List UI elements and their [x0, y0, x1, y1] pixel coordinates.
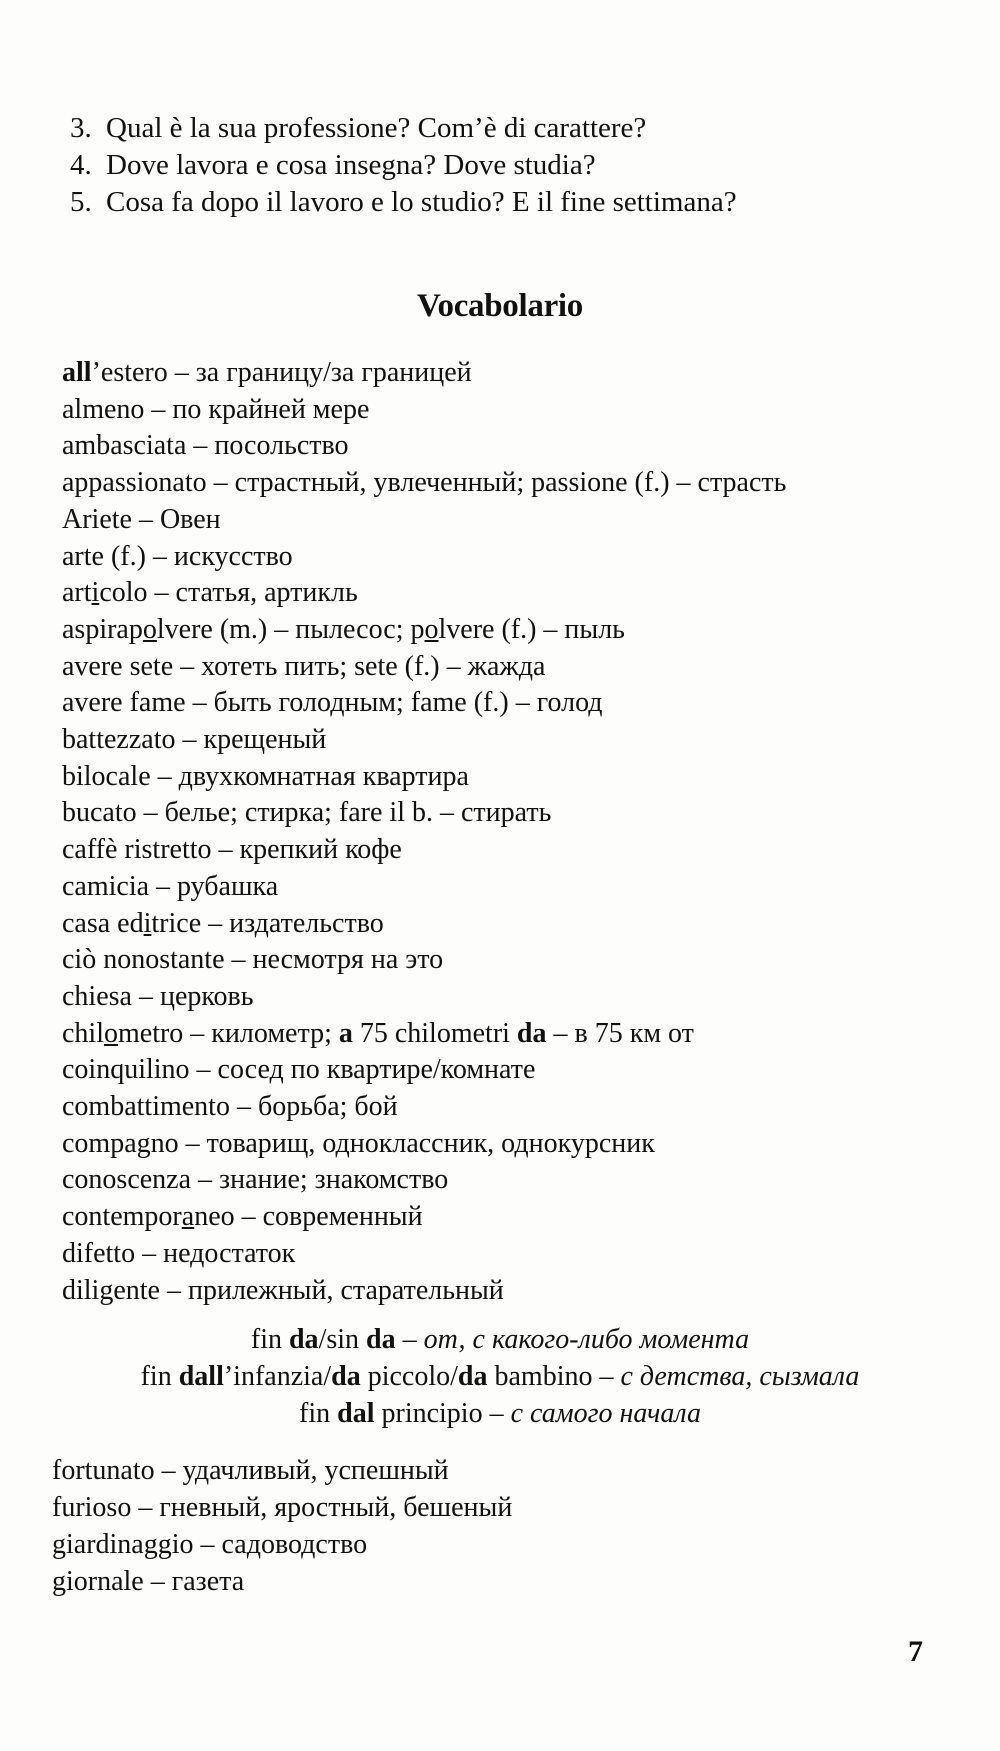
entry-text: a	[338, 1017, 353, 1049]
entry-text: chil	[62, 1017, 104, 1049]
vocab-entry	[62, 502, 992, 539]
entry-text: compagno – товарищ, одноклассник, однокурсник	[62, 1127, 655, 1159]
vocab-entry	[62, 1089, 992, 1126]
entry-text: da	[331, 1361, 361, 1392]
entry-text: da	[288, 1324, 319, 1355]
vocab-entry	[62, 1126, 992, 1163]
entry-text: arte (f.) – искусство	[62, 540, 293, 572]
vocabulary-list-continued	[52, 1452, 982, 1600]
vocab-entry	[62, 465, 992, 502]
entry-text: da	[516, 1017, 547, 1049]
entry-text: difetto – недостаток	[62, 1237, 296, 1269]
vocab-entry	[62, 575, 992, 612]
entry-text: all	[62, 357, 92, 388]
vocab-entry	[62, 759, 992, 796]
entry-text: fin	[140, 1361, 179, 1392]
entry-text: almeno – по крайней мере	[62, 393, 370, 425]
entry-text: – в 75 км от	[546, 1017, 694, 1049]
question-item	[70, 184, 737, 221]
entry-text: giardinaggio – садоводство	[52, 1529, 368, 1560]
vocab-entry	[52, 1452, 982, 1489]
entry-text: o	[424, 613, 439, 645]
entry-text: aspirap	[62, 613, 143, 645]
question-text: Dove lavora e cosa insegna? Dove studia?	[106, 149, 596, 181]
entry-text: ambasciata – посольство	[62, 430, 349, 462]
question-text: Qual è la sua professione? Com’è di carattere?	[106, 112, 647, 144]
translation-text: от, с какого-либо момента	[423, 1324, 750, 1355]
vocab-entry	[62, 869, 992, 906]
vocab-entry	[62, 722, 992, 759]
vocabulary-list	[62, 355, 992, 1309]
vocab-entry	[62, 428, 992, 465]
entry-text: principio –	[374, 1398, 511, 1429]
entry-text: combattimento – борьба; бой	[62, 1091, 398, 1123]
entry-text: ciò nonostante – несмотря на это	[62, 944, 444, 976]
entry-text: conoscenza – знание; знакомство	[62, 1164, 449, 1196]
vocab-entry	[52, 1526, 982, 1563]
vocab-entry	[62, 979, 992, 1016]
entry-text: lvere (f.) – пыль	[438, 613, 625, 645]
vocab-entry	[62, 1162, 992, 1199]
entry-text: /sin	[318, 1324, 367, 1355]
phrase-line	[0, 1358, 1000, 1395]
entry-text: lvere (m.) – пылесос; p	[156, 613, 425, 645]
entry-text: metro – километр;	[118, 1017, 339, 1049]
question-text: Cosa fa dopo il lavoro e lo studio? E il fine settimana?	[106, 186, 737, 218]
entry-text: art	[62, 577, 92, 609]
vocab-entry	[62, 1273, 992, 1310]
entry-text: neo – современный	[194, 1201, 423, 1233]
entry-text: giornale – газета	[52, 1566, 245, 1597]
entry-text: da	[457, 1361, 488, 1392]
entry-text: fortunato – удачливый, успешный	[52, 1455, 449, 1486]
translation-text: с детства, сызмала	[620, 1361, 860, 1392]
entry-text: colo – статья, артикль	[99, 577, 358, 609]
entry-text: dal	[337, 1398, 375, 1429]
entry-text: contempor	[62, 1201, 182, 1233]
vocab-entry	[52, 1489, 982, 1526]
entry-text: o	[142, 613, 157, 645]
entry-text: coinquilino – сосед по квартире/комнате	[62, 1054, 536, 1086]
vocab-entry	[62, 795, 992, 832]
question-number: 5.	[70, 186, 92, 218]
entry-text: diligente – прилежный, старательный	[62, 1274, 504, 1306]
entry-text: chiesa – церковь	[62, 980, 254, 1012]
entry-text: dall	[178, 1361, 224, 1392]
entry-text: avere sete – хотеть пить; sete (f.) – жажда	[62, 650, 546, 682]
entry-text: battezzato – крещеный	[62, 724, 327, 756]
vocab-entry	[62, 1236, 992, 1273]
entry-text: caffè ristretto – крепкий кофе	[62, 834, 402, 866]
entry-text: da	[366, 1324, 396, 1355]
entry-text: –	[395, 1324, 424, 1355]
phrase-block	[0, 1321, 1000, 1432]
vocab-entry	[62, 355, 992, 392]
entry-text: ’estero – за границу/за границей	[91, 357, 472, 388]
entry-text: appassionato – страстный, увлеченный; passione (f.) – страсть	[62, 467, 787, 499]
vocab-entry	[62, 1052, 992, 1089]
page-number: 7	[908, 1635, 923, 1668]
entry-text: furioso – гневный, яростный, бешеный	[52, 1492, 513, 1523]
phrase-line	[0, 1321, 1000, 1358]
entry-text: i	[143, 907, 152, 939]
entry-text: bucato – белье; стирка; fare il b. – стирать	[62, 797, 552, 829]
vocab-entry	[62, 1199, 992, 1236]
entry-text: fin	[250, 1324, 289, 1355]
entry-text: bilocale – двухкомнатная квартира	[62, 760, 469, 792]
vocab-entry	[62, 392, 992, 429]
vocab-entry	[62, 942, 992, 979]
entry-text: i	[91, 577, 100, 609]
vocab-entry	[62, 649, 992, 686]
vocab-entry	[62, 685, 992, 722]
entry-text: casa ed	[62, 907, 144, 939]
translation-text: с самого начала	[510, 1398, 701, 1429]
entry-text: avere fame – быть голодным; fame (f.) – голод	[62, 687, 603, 719]
vocab-entry	[62, 1016, 992, 1053]
entry-text: trice – издательство	[151, 907, 384, 939]
entry-text: bambino –	[487, 1361, 621, 1392]
vocab-entry	[62, 906, 992, 943]
vocab-entry	[62, 539, 992, 576]
question-list	[70, 110, 737, 221]
entry-text: o	[104, 1017, 118, 1049]
vocab-entry	[52, 1563, 982, 1600]
entry-text: a	[181, 1201, 195, 1233]
vocabulary-heading: Vocabolario	[417, 288, 583, 324]
question-number: 3.	[70, 112, 92, 144]
entry-text: Ariete – Овен	[62, 503, 221, 535]
phrase-line	[0, 1395, 1000, 1432]
question-item	[70, 147, 737, 184]
question-item	[70, 110, 737, 147]
entry-text: ’infanzia/	[223, 1361, 332, 1392]
entry-text: camicia – рубашка	[62, 870, 279, 902]
question-number: 4.	[70, 149, 92, 181]
entry-text: fin	[299, 1398, 338, 1429]
vocab-entry	[62, 612, 992, 649]
entry-text: piccolo/	[360, 1361, 458, 1392]
vocab-entry	[62, 832, 992, 869]
entry-text: 75 chilometri	[352, 1017, 517, 1049]
